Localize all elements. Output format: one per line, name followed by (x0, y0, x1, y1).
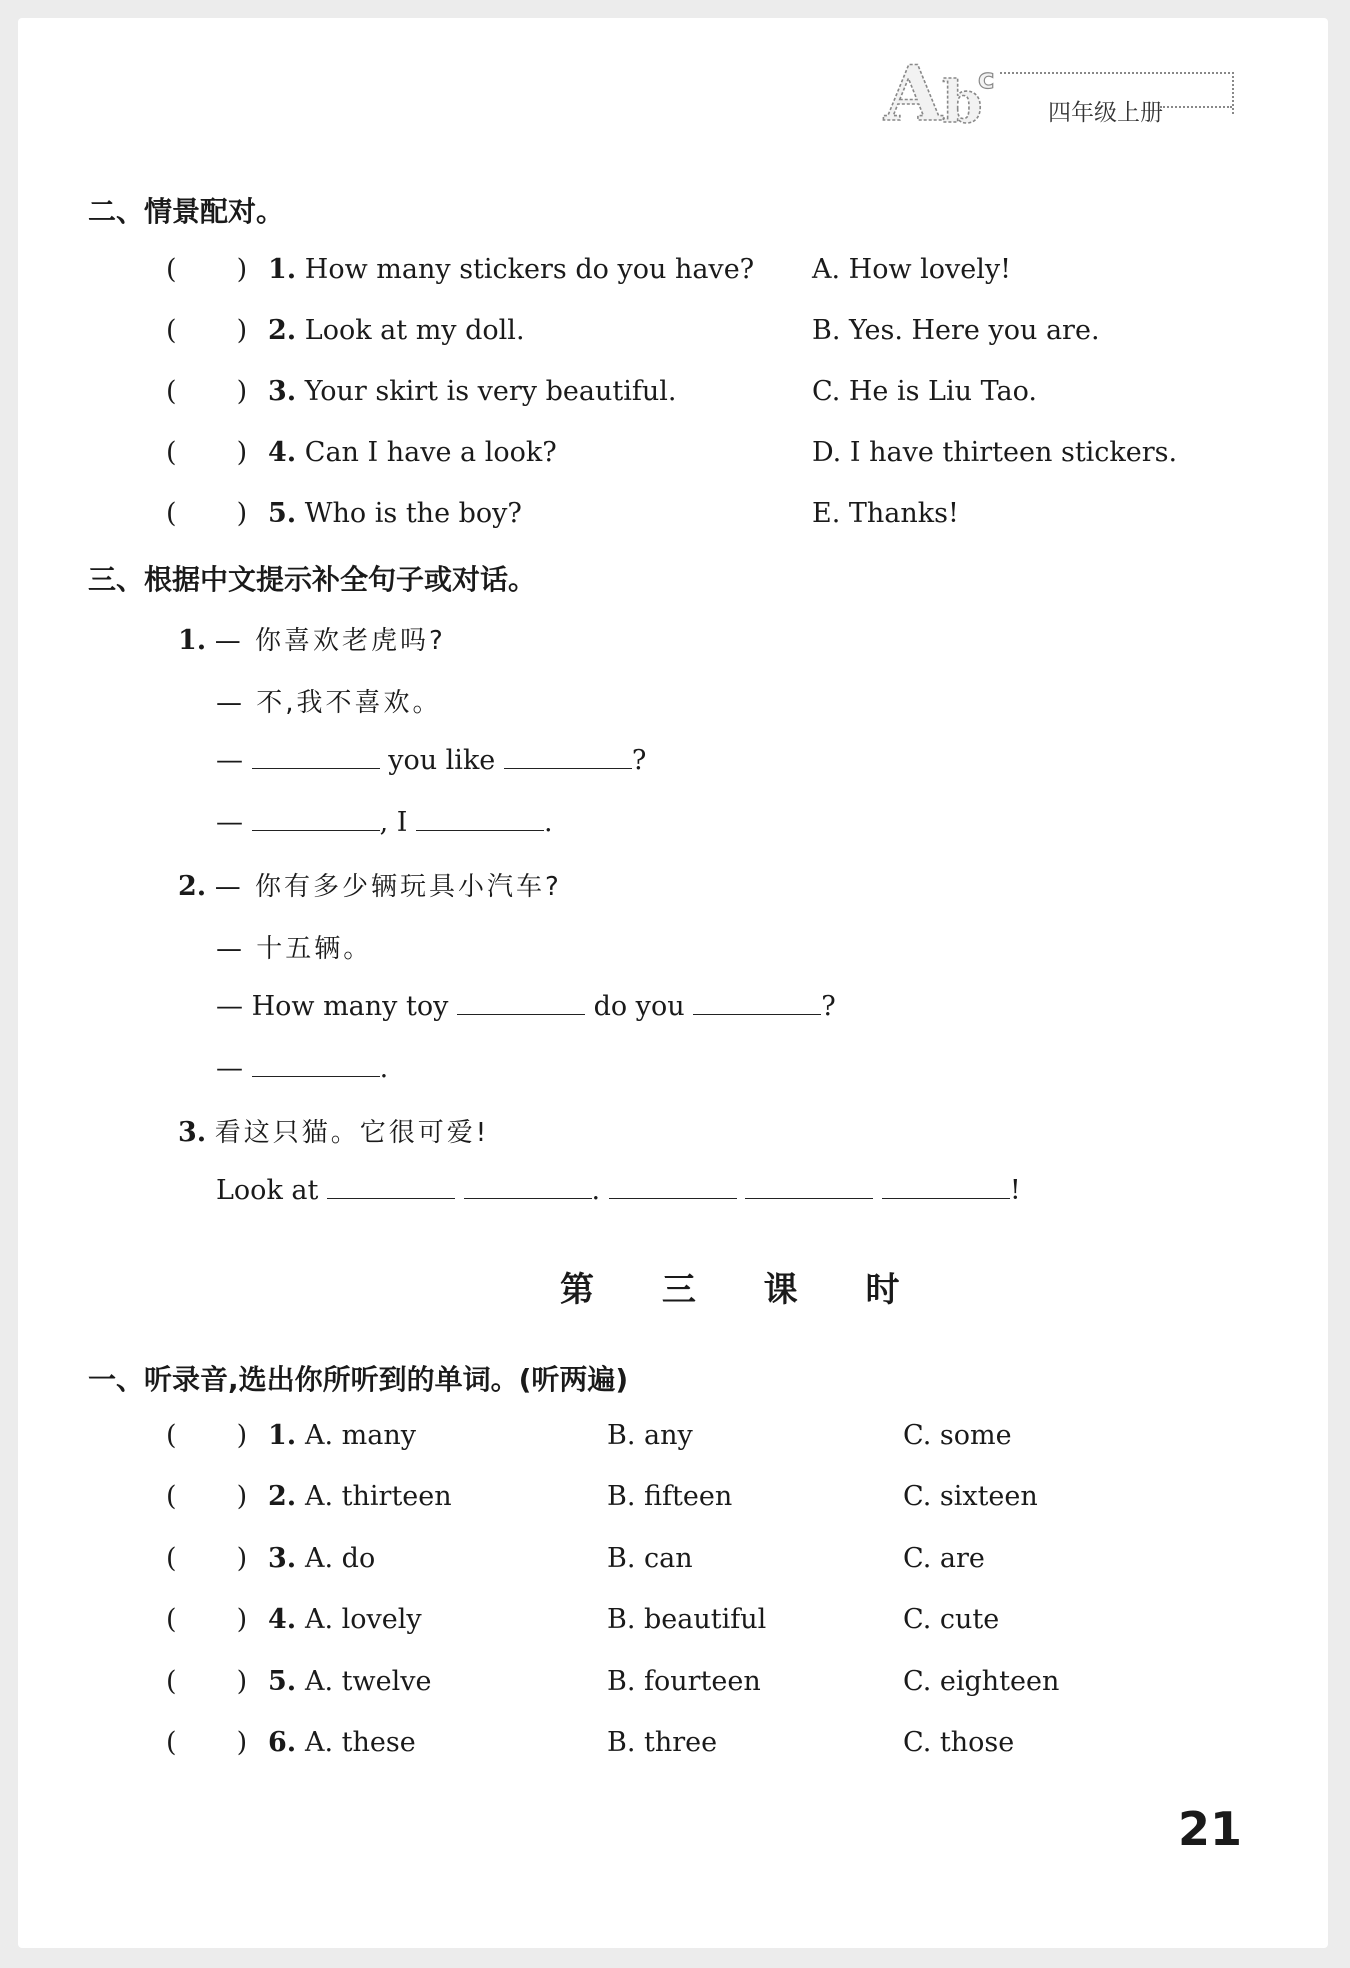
option-c: C. cute (903, 1604, 1000, 1636)
answer-paren[interactable]: ( ) (166, 1420, 248, 1451)
item-number: 1. (268, 1420, 297, 1451)
answer-blank[interactable] (504, 744, 632, 769)
page-number: 21 (1178, 1802, 1243, 1856)
q2-en2-end: . (379, 1053, 389, 1084)
option-b: B. any (607, 1420, 693, 1451)
option-a: A. do (305, 1542, 376, 1574)
answer-paren[interactable]: ( ) (166, 254, 248, 285)
q1-en1-text: you like (388, 745, 496, 776)
option-a: A. these (305, 1727, 416, 1758)
option-b: B. three (607, 1727, 718, 1758)
dash: — (216, 1053, 243, 1084)
answer-paren[interactable]: ( ) (166, 1481, 248, 1513)
question-number: 2. (268, 315, 297, 346)
question-number: 4. (268, 437, 297, 468)
q3-en-line (216, 1174, 1021, 1206)
answer-blank[interactable] (609, 1174, 737, 1199)
q1-en-line-2 (216, 806, 553, 838)
question-number: 5. (268, 498, 297, 529)
question-item (268, 254, 754, 285)
answer-option: B. Yes. Here you are. (812, 315, 1100, 346)
q3-number: 3. (178, 1117, 207, 1148)
question-item (268, 376, 676, 407)
answer-paren[interactable]: ( ) (166, 315, 248, 346)
section-3-title: 三、根据中文提示补全句子或对话。 (88, 563, 537, 596)
svg-text:b: b (942, 68, 983, 130)
answer-blank[interactable] (327, 1174, 455, 1199)
question-number: 3. (268, 376, 297, 407)
question-text: Your skirt is very beautiful. (304, 376, 677, 407)
item-number: 6. (268, 1727, 297, 1758)
svg-text:A: A (884, 50, 943, 130)
answer-blank[interactable] (464, 1174, 592, 1199)
answer-paren[interactable]: ( ) (166, 437, 248, 468)
workbook-page (18, 18, 1328, 1948)
option-c: C. those (903, 1727, 1015, 1758)
question-item (268, 437, 557, 468)
header-dotted-rule (1160, 106, 1232, 108)
option-c: C. sixteen (903, 1481, 1038, 1513)
q3-cn: 看这只猫。它很可爱! (214, 1118, 490, 1148)
option-c: C. some (903, 1420, 1012, 1451)
option-a: A. twelve (305, 1665, 432, 1697)
svg-text:c: c (978, 62, 995, 95)
answer-blank[interactable] (252, 744, 380, 769)
ab-logo-icon (880, 50, 1020, 130)
q2-number: 2. (178, 871, 207, 902)
q3-en-start: Look at (216, 1175, 319, 1206)
q1-en2-text: , I (379, 807, 408, 838)
lesson-title: 第 三 课 时 (560, 1270, 928, 1310)
answer-option: A. How lovely! (812, 254, 1012, 285)
q1-cn-2: — 不,我不喜欢。 (216, 688, 442, 718)
answer-blank[interactable] (457, 990, 585, 1015)
question-item (268, 315, 525, 346)
option-b: B. beautiful (607, 1604, 767, 1636)
item-number: 3. (268, 1542, 297, 1574)
item-number: 5. (268, 1665, 297, 1697)
option-c: C. eighteen (903, 1665, 1060, 1697)
option-a: A. lovely (305, 1604, 422, 1636)
answer-paren[interactable]: ( ) (166, 1727, 248, 1758)
q1-number: 1. (178, 625, 207, 656)
question-text: Can I have a look? (304, 437, 557, 468)
listening-section-title: 一、听录音,选出你所听到的单词。(听两遍) (88, 1363, 629, 1396)
q1-chinese-question (178, 620, 446, 657)
question-text: How many stickers do you have? (304, 254, 755, 285)
q3-en-mid: . (591, 1175, 601, 1206)
q1-cn-1: — 你喜欢老虎吗? (214, 626, 446, 656)
q1-en2-end: . (544, 807, 553, 838)
page-header (880, 50, 1240, 130)
option-b: B. can (607, 1542, 693, 1574)
q1-en1-end: ? (631, 745, 647, 776)
question-text: Who is the boy? (304, 498, 522, 529)
q2-en1-start: — How many toy (216, 991, 449, 1022)
option-a: A. many (305, 1420, 417, 1451)
answer-blank[interactable] (693, 990, 821, 1015)
grade-label: 四年级上册 (1048, 100, 1163, 126)
answer-blank[interactable] (745, 1174, 873, 1199)
answer-option: E. Thanks! (812, 498, 959, 529)
answer-paren[interactable]: ( ) (166, 498, 248, 529)
q2-chinese-question (178, 866, 562, 903)
item-number: 2. (268, 1481, 297, 1513)
option-c: C. are (903, 1542, 985, 1574)
question-text: Look at my doll. (304, 315, 525, 346)
q2-cn-1: — 你有多少辆玩具小汽车? (214, 872, 562, 902)
dash: — (216, 807, 243, 838)
option-a: A. thirteen (305, 1481, 452, 1513)
answer-paren[interactable]: ( ) (166, 1665, 248, 1697)
q2-en-line-2 (216, 1052, 388, 1084)
q2-en1-mid: do you (593, 991, 685, 1022)
answer-paren[interactable]: ( ) (166, 376, 248, 407)
q2-en-line-1 (216, 990, 836, 1022)
item-number: 4. (268, 1604, 297, 1636)
dash: — (216, 745, 243, 776)
q2-en1-end: ? (821, 991, 836, 1022)
answer-paren[interactable]: ( ) (166, 1604, 248, 1636)
answer-option: D. I have thirteen stickers. (812, 437, 1178, 468)
q2-cn-2: — 十五辆。 (216, 934, 373, 964)
question-item (268, 498, 522, 529)
answer-blank[interactable] (252, 806, 380, 831)
q1-en-line-1 (216, 744, 646, 776)
answer-blank[interactable] (882, 1174, 1010, 1199)
question-number: 1. (268, 254, 297, 285)
q3-en-end: ! (1009, 1175, 1021, 1206)
answer-blank[interactable] (416, 806, 544, 831)
answer-paren[interactable]: ( ) (166, 1542, 248, 1574)
option-b: B. fourteen (607, 1665, 761, 1697)
answer-blank[interactable] (252, 1052, 380, 1077)
answer-option: C. He is Liu Tao. (812, 376, 1037, 407)
option-b: B. fifteen (607, 1481, 733, 1513)
q3-chinese-prompt (178, 1112, 489, 1149)
section-2-title: 二、情景配对。 (88, 195, 285, 228)
